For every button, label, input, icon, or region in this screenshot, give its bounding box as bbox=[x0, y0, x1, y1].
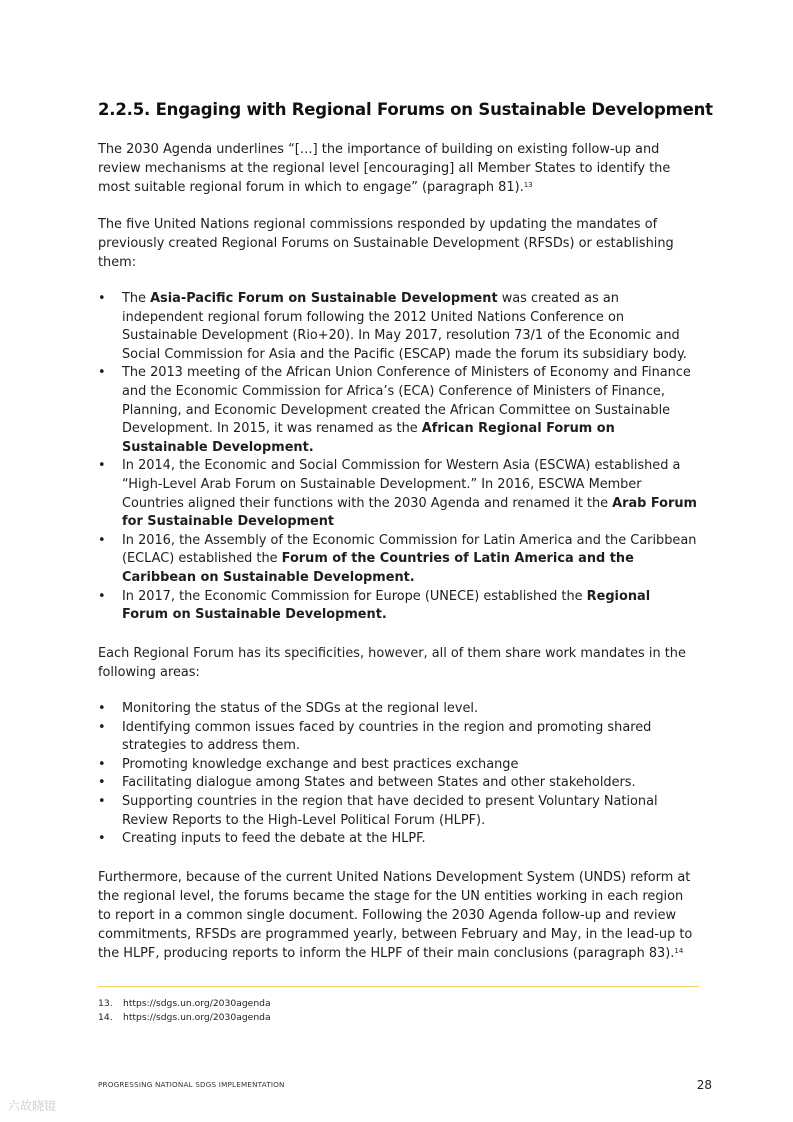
page-number: 28 bbox=[696, 1078, 712, 1092]
footnote-link[interactable]: https://sdgs.un.org/2030agenda bbox=[123, 1012, 271, 1023]
forum-text: The bbox=[122, 291, 151, 306]
mandate-item: • Facilitating dialogue among States and between States and other stakeholders. bbox=[98, 774, 698, 793]
mandate-item: • Creating inputs to feed the debate at the HLPF. bbox=[98, 830, 698, 849]
paragraph-intro bbox=[98, 140, 698, 197]
mandate-item: • Supporting countries in the region that have decided to present Voluntary National Review Reports to the High-Level Political Forum (HLPF). bbox=[98, 793, 698, 830]
forum-name: African Regional Forum on Sustainable Development. bbox=[122, 421, 615, 455]
footer-title: PROGRESSING NATIONAL SDGS IMPLEMENTATION bbox=[98, 1080, 285, 1089]
footnote-number: 13. bbox=[98, 998, 113, 1009]
forum-name: Forum of the Countries of Latin America and the Caribbean on Sustainable Development. bbox=[122, 551, 634, 585]
forum-item-latin-america bbox=[98, 532, 698, 588]
section-heading: 2.2.5. Engaging with Regional Forums on Sustainable Development bbox=[98, 100, 713, 119]
paragraph-intro-text: The 2030 Agenda underlines “[…] the importance of building on existing follow-up and review mechanisms at the regional level [encouraging] all Member States to identify the most suitable regional forum in which to engage” (paragraph 81). bbox=[98, 142, 671, 195]
mandate-item: • Monitoring the status of the SDGs at the regional level. bbox=[98, 700, 698, 719]
mandate-item: • Promoting knowledge exchange and best practices exchange bbox=[98, 756, 698, 775]
footnote-13 bbox=[98, 997, 271, 1011]
forum-name: Asia-Pacific Forum on Sustainable Development bbox=[150, 291, 498, 306]
footnote-ref-14[interactable]: 14 bbox=[674, 947, 684, 955]
forum-name: Regional Forum on Sustainable Development. bbox=[122, 588, 651, 623]
mandate-item: • Identifying common issues faced by countries in the region and promoting shared strategies to address them. bbox=[98, 719, 698, 756]
mandate-list bbox=[98, 700, 698, 849]
forum-text: was created as an independent regional forum following the 2012 United Nations Conference on Sustainable Development (Rio+20). In May 2017, resolution 73/1 of the Economic and Social Commission for Asia and the Pacific (ESCAP) made the forum its subsidiary body. bbox=[122, 291, 687, 362]
paragraph-regional-commissions: The five United Nations regional commissions responded by updating the mandates of previously created Regional Forums on Sustainable Development (RFSDs) or establishing them: bbox=[98, 217, 674, 270]
footnote-ref-13[interactable]: 13 bbox=[523, 181, 533, 189]
forum-text: The 2013 meeting of the African Union Conference of Ministers of Economy and Finance and the Economic Commission for Africa’s (ECA) Conference of Ministers of Finance, Planning, and Economic Development created the African Committee on Sustainable Development. In 2015, it was renamed as the bbox=[122, 365, 691, 437]
forum-text: In 2016, the Assembly of the Economic Commission for Latin America and the Caribbean (ECLAC) established the bbox=[122, 532, 697, 567]
footnote-number: 14. bbox=[98, 1012, 113, 1023]
forum-item-asia-pacific bbox=[98, 290, 698, 364]
footnote-link[interactable]: https://sdgs.un.org/2030agenda bbox=[123, 998, 271, 1009]
forum-name: Arab Forum for Sustainable Development bbox=[122, 495, 697, 530]
forum-list bbox=[98, 290, 698, 625]
forum-text: In 2017, the Economic Commission for Europe (UNECE) established the bbox=[122, 588, 587, 604]
paragraph-unds-text: Furthermore, because of the current United Nations Development System (UNDS) reform at the regional level, the forums became the stage for the UN entities working in each region to report in a common single document. Following the 2030 Agenda follow-up and review commitments, RFSDs are programmed yearly, between February and May, in the lead-up to the HLPF, producing reports to inform the HLPF of their main conclusions (paragraph 83). bbox=[98, 870, 693, 961]
forum-item-europe bbox=[98, 588, 698, 625]
paragraph-specificities: Each Regional Forum has its specificities, however, all of them share work mandates in the following areas: bbox=[98, 646, 686, 680]
footnote-14 bbox=[98, 1011, 271, 1025]
forum-text: In 2014, the Economic and Social Commission for Western Asia (ESCWA) established a “High-Level Arab Forum on Sustainable Development.” In 2016, ESCWA Member Countries aligned their functions with the 2030 Agenda and renamed it the bbox=[122, 458, 681, 511]
footnote-divider bbox=[98, 986, 699, 987]
forum-item-africa bbox=[98, 364, 698, 457]
forum-item-arab bbox=[98, 457, 698, 531]
paragraph-unds-reform bbox=[98, 868, 698, 963]
watermark-logo: 六故晓镜 bbox=[8, 1099, 57, 1113]
